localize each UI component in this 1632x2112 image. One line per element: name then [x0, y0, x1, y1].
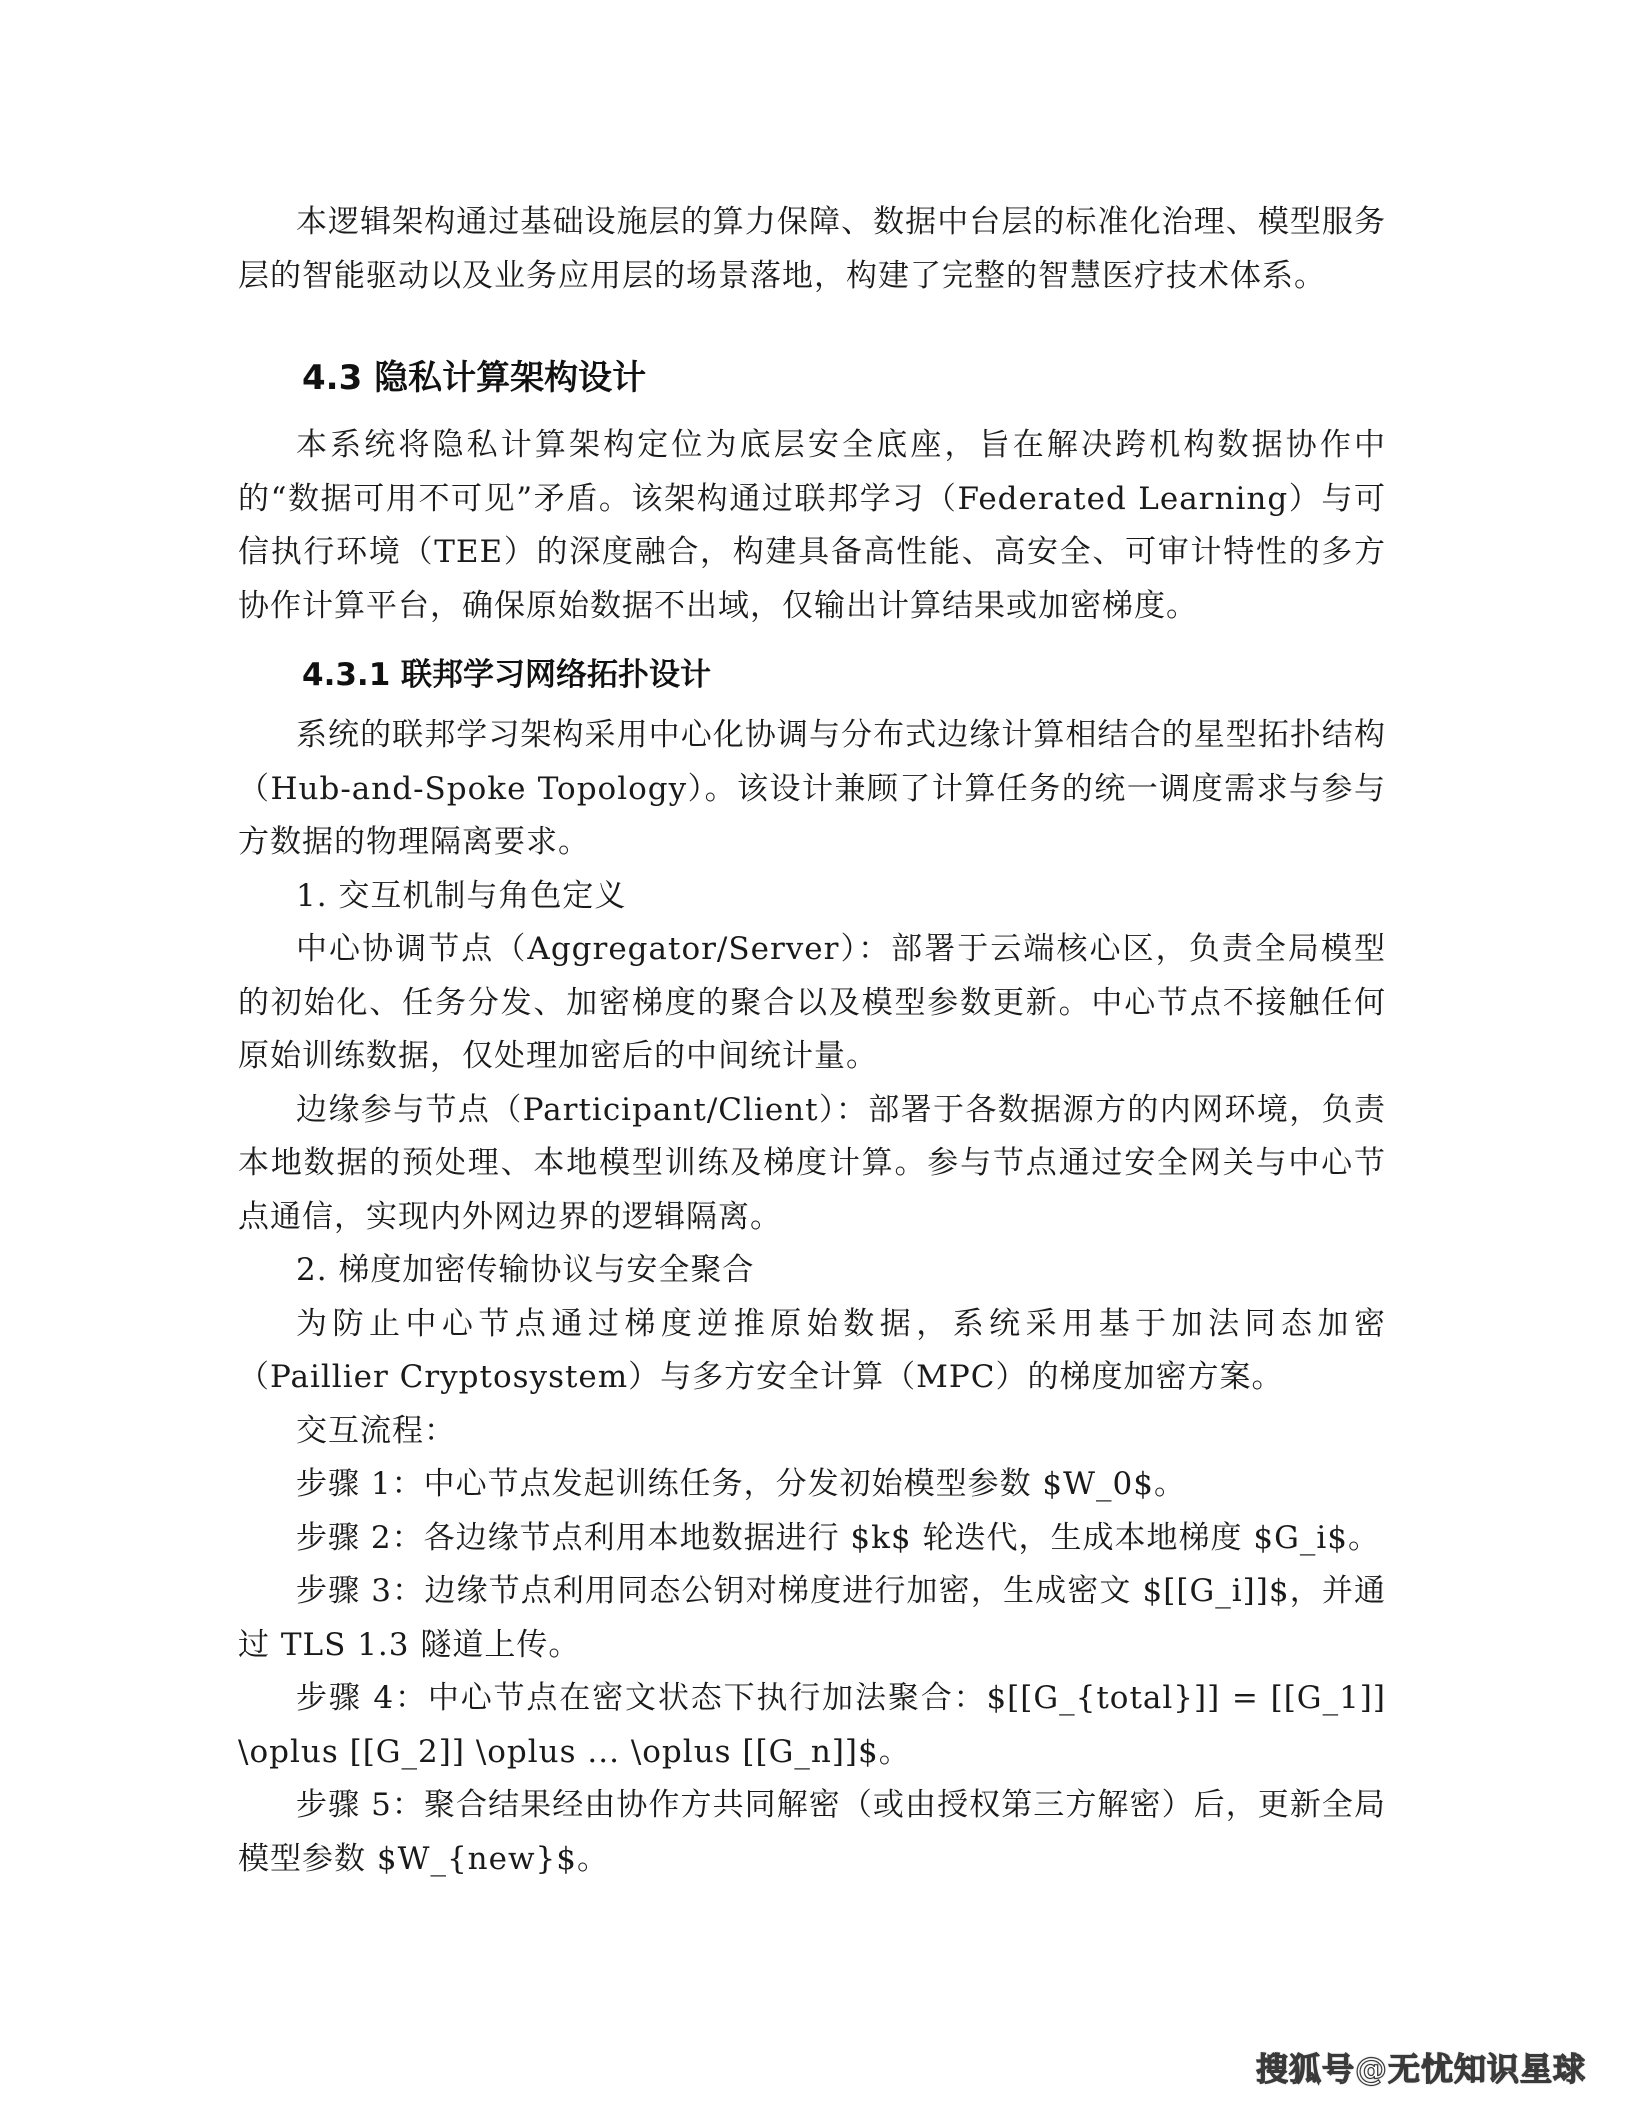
sohu-watermark: 搜狐号@无忧知识星球	[1255, 2050, 1586, 2088]
server-role-paragraph: 中心协调节点（Aggregator/Server）：部署于云端核心区，负责全局模型的初始化、任务分发、加密梯度的聚合以及模型参数更新。中心节点不接触任何原始训练数据，仅处理加密后的中间统计量。	[238, 931, 1386, 1074]
client-role-paragraph: 边缘参与节点（Participant/Client）：部署于各数据源方的内网环境，负责本地数据的预处理、本地模型训练及梯度计算。参与节点通过安全网关与中心节点通信，实现内外网边界的逻辑隔离。	[238, 1091, 1386, 1235]
item2-title: 2. 梯度加密传输协议与安全聚合	[296, 1252, 755, 1288]
heading-4-3-1: 4.3.1 联邦学习网络拓扑设计	[302, 657, 712, 693]
section-4-3-paragraph: 本系统将隐私计算架构定位为底层安全底座，旨在解决跨机构数据协作中的“数据可用不可见”矛盾。该架构通过联邦学习（Federated Learning）与可信执行环境（TEE）的深度融合，构建具备高性能、高安全、可审计特性的多方协作计算平台，确保原始数据不出域，仅输出计算结果或加密梯度。	[238, 427, 1386, 624]
encryption-intro-paragraph: 为防止中心节点通过梯度逆推原始数据，系统采用基于加法同态加密（Paillier Cryptosystem）与多方安全计算（MPC）的梯度加密方案。	[238, 1305, 1386, 1395]
step-4: 步骤 4：中心节点在密文状态下执行加法聚合：$[[G_{total}]] = [[G_1]] \oplus [[G_2]] \oplus ... \oplus [[G_n]]$。	[238, 1680, 1386, 1770]
intro-paragraph: 本逻辑架构通过基础设施层的算力保障、数据中台层的标准化治理、模型服务层的智能驱动以及业务应用层的场景落地，构建了完整的智慧医疗技术体系。	[238, 204, 1386, 294]
step-5: 步骤 5：聚合结果经由协作方共同解密（或由授权第三方解密）后，更新全局模型参数 $W_{new}$。	[238, 1787, 1386, 1877]
step-3: 步骤 3：边缘节点利用同态公钥对梯度进行加密，生成密文 $[[G_i]]$，并通过 TLS 1.3 隧道上传。	[238, 1573, 1386, 1663]
section-4-3-1-paragraph: 系统的联邦学习架构采用中心化协调与分布式边缘计算相结合的星型拓扑结构（Hub-and-Spoke Topology）。该设计兼顾了计算任务的统一调度需求与参与方数据的物理隔离要求。	[238, 717, 1386, 860]
item1-title: 1. 交互机制与角色定义	[296, 877, 627, 914]
heading-4-3: 4.3 隐私计算架构设计	[302, 358, 647, 398]
document-page	[238, 196, 1386, 1886]
flow-title: 交互流程：	[296, 1412, 456, 1449]
step-1: 步骤 1：中心节点发起训练任务，分发初始模型参数 $W_0$。	[296, 1466, 1186, 1502]
step-2: 步骤 2：各边缘节点利用本地数据进行 $k$ 轮迭代，生成本地梯度 $G_i$。	[296, 1519, 1380, 1556]
